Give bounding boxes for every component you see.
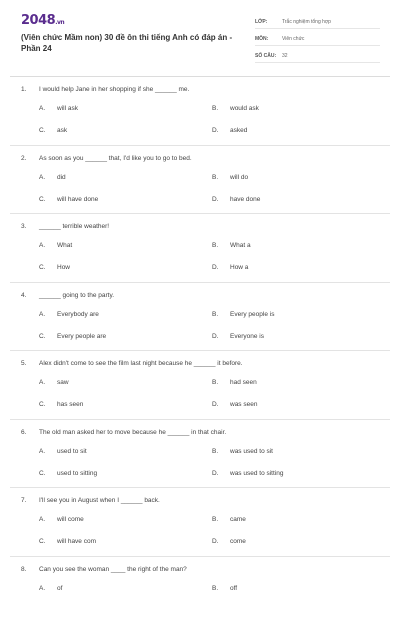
option-letter: B.	[212, 516, 230, 523]
option-letter: C.	[39, 127, 57, 134]
option-letter: C.	[39, 401, 57, 408]
option-text: had seen	[230, 379, 257, 386]
question-number: 7.	[21, 497, 26, 504]
option-letter: A.	[39, 242, 57, 249]
site-logo[interactable]	[21, 13, 64, 28]
option-text: will come	[57, 516, 84, 523]
option-letter: B.	[212, 174, 230, 181]
option-d[interactable]	[212, 538, 246, 545]
question-item	[10, 420, 390, 489]
question-number: 5.	[21, 360, 26, 367]
option-text: will do	[230, 174, 248, 181]
question-text: As soon as you ______ that, I'd like you to go to bed.	[39, 155, 192, 162]
option-b[interactable]	[212, 379, 257, 386]
option-d[interactable]	[212, 127, 247, 134]
question-item	[10, 488, 390, 557]
option-letter: C.	[39, 264, 57, 271]
question-text: The old man asked her to move because he ______ in that chair.	[39, 429, 226, 436]
option-b[interactable]	[212, 448, 273, 455]
option-letter: D.	[212, 538, 230, 545]
option-letter: D.	[212, 401, 230, 408]
option-a[interactable]	[39, 105, 78, 112]
option-a[interactable]	[39, 585, 62, 592]
question-number: 3.	[21, 223, 26, 230]
option-text: asked	[230, 127, 247, 134]
option-text: come	[230, 538, 246, 545]
option-text: Every people are	[57, 333, 106, 340]
question-text: ______ going to the party.	[39, 292, 114, 299]
question-text: Alex didn't come to see the film last night because he ______ it before.	[39, 360, 243, 367]
option-b[interactable]	[212, 174, 248, 181]
option-d[interactable]	[212, 401, 257, 408]
option-c[interactable]	[39, 264, 70, 271]
question-item	[10, 77, 390, 146]
option-text: will have com	[57, 538, 96, 545]
option-letter: B.	[212, 448, 230, 455]
meta-count-label: SỐ CÂU:	[255, 53, 282, 62]
option-text: used to sitting	[57, 470, 97, 477]
option-text: was seen	[230, 401, 257, 408]
question-number: 4.	[21, 292, 26, 299]
option-b[interactable]	[212, 585, 237, 592]
option-letter: D.	[212, 196, 230, 203]
question-item	[10, 283, 390, 352]
option-letter: C.	[39, 196, 57, 203]
option-letter: B.	[212, 379, 230, 386]
option-letter: A.	[39, 379, 57, 386]
meta-count-value: 32	[282, 53, 288, 62]
logo-suffix: .vn	[55, 19, 64, 26]
option-b[interactable]	[212, 242, 251, 249]
option-c[interactable]	[39, 196, 98, 203]
option-c[interactable]	[39, 538, 96, 545]
option-c[interactable]	[39, 127, 67, 134]
option-letter: D.	[212, 333, 230, 340]
option-letter: C.	[39, 470, 57, 477]
question-item	[10, 557, 390, 625]
option-text: will have done	[57, 196, 98, 203]
option-letter: B.	[212, 585, 230, 592]
meta-subject-row	[255, 31, 380, 46]
question-list	[0, 77, 400, 625]
option-b[interactable]	[212, 311, 274, 318]
option-text: has seen	[57, 401, 83, 408]
document-meta	[255, 14, 380, 63]
option-b[interactable]	[212, 516, 246, 523]
question-number: 2.	[21, 155, 26, 162]
option-text: will ask	[57, 105, 78, 112]
option-d[interactable]	[212, 470, 283, 477]
option-letter: D.	[212, 470, 230, 477]
option-text: ask	[57, 127, 67, 134]
option-text: used to sit	[57, 448, 87, 455]
meta-subject-value: Viên chức	[282, 36, 304, 45]
option-text: was used to sitting	[230, 470, 283, 477]
meta-class-value: Trắc nghiệm tổng hợp	[282, 19, 331, 28]
option-letter: A.	[39, 448, 57, 455]
option-d[interactable]	[212, 333, 264, 340]
option-a[interactable]	[39, 242, 72, 249]
option-d[interactable]	[212, 264, 248, 271]
option-letter: A.	[39, 585, 57, 592]
option-letter: B.	[212, 105, 230, 112]
meta-class-row	[255, 14, 380, 29]
option-text: Every people is	[230, 311, 274, 318]
option-letter: C.	[39, 333, 57, 340]
option-a[interactable]	[39, 448, 87, 455]
page-header	[0, 0, 400, 68]
option-a[interactable]	[39, 379, 69, 386]
option-text: saw	[57, 379, 69, 386]
question-number: 6.	[21, 429, 26, 436]
option-text: came	[230, 516, 246, 523]
option-letter: A.	[39, 105, 57, 112]
option-b[interactable]	[212, 105, 259, 112]
document-title: (Viên chức Mầm non) 30 đề ôn thi tiếng Anh có đáp án - Phần 24	[21, 32, 236, 54]
option-c[interactable]	[39, 470, 97, 477]
option-text: Everybody are	[57, 311, 99, 318]
option-letter: D.	[212, 127, 230, 134]
option-letter: D.	[212, 264, 230, 271]
option-d[interactable]	[212, 196, 260, 203]
option-a[interactable]	[39, 311, 99, 318]
option-text: was used to sit	[230, 448, 273, 455]
option-text: would ask	[230, 105, 259, 112]
option-text: What a	[230, 242, 251, 249]
meta-subject-label: MÔN:	[255, 36, 282, 45]
option-letter: A.	[39, 174, 57, 181]
meta-class-label: LỚP:	[255, 19, 282, 28]
option-letter: A.	[39, 311, 57, 318]
question-number: 1.	[21, 86, 26, 93]
option-a[interactable]	[39, 174, 66, 181]
option-text: Everyone is	[230, 333, 264, 340]
option-text: How	[57, 264, 70, 271]
question-number: 8.	[21, 566, 26, 573]
question-item	[10, 214, 390, 283]
option-text: How a	[230, 264, 248, 271]
logo-main: 2048	[21, 13, 55, 28]
question-text: I'll see you in August when I ______ back.	[39, 497, 160, 504]
option-c[interactable]	[39, 333, 106, 340]
question-item	[10, 146, 390, 215]
question-item	[10, 351, 390, 420]
option-letter: B.	[212, 242, 230, 249]
option-letter: A.	[39, 516, 57, 523]
option-text: of	[57, 585, 62, 592]
question-text: ______ terrible weather!	[39, 223, 109, 230]
option-a[interactable]	[39, 516, 84, 523]
question-text: I would help Jane in her shopping if she ______ me.	[39, 86, 189, 93]
option-c[interactable]	[39, 401, 83, 408]
option-text: did	[57, 174, 66, 181]
option-text: have done	[230, 196, 260, 203]
meta-count-row	[255, 48, 380, 63]
question-text: Can you see the woman ____ the right of the man?	[39, 566, 187, 573]
option-letter: C.	[39, 538, 57, 545]
option-letter: B.	[212, 311, 230, 318]
option-text: What	[57, 242, 72, 249]
option-text: off	[230, 585, 237, 592]
